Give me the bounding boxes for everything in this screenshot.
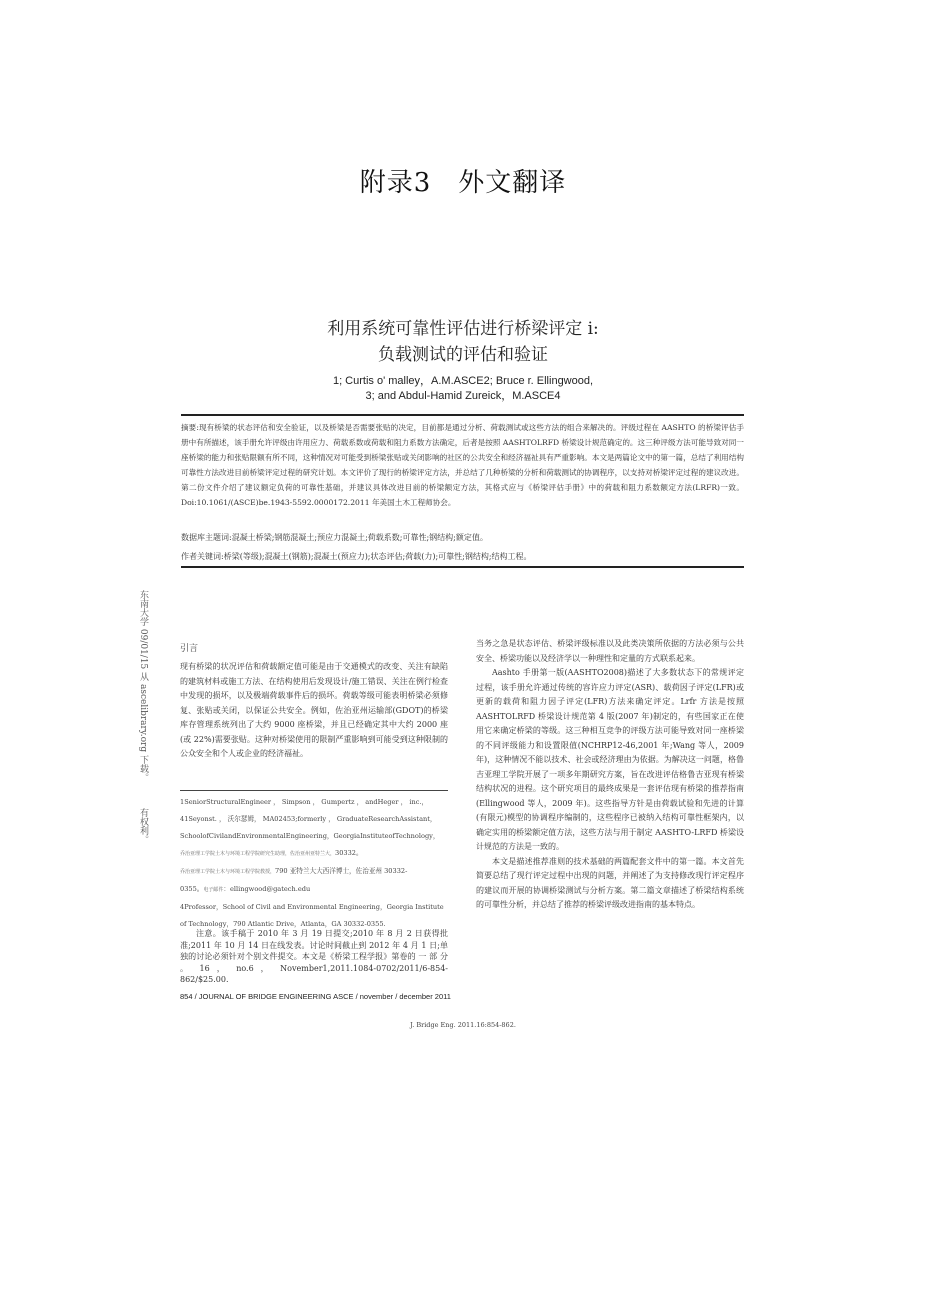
right-column bbox=[476, 637, 744, 913]
email-label: 电子邮件 bbox=[203, 887, 224, 893]
email-address: ：ellingwood@gatech.edu bbox=[223, 885, 311, 893]
footnote-3-text: 乔治亚理工学院土木与环境工程学院教授， bbox=[180, 869, 276, 875]
footnote-3 bbox=[180, 863, 448, 881]
abstract-top-rule bbox=[181, 414, 744, 416]
journal-footer: 854 / JOURNAL OF BRIDGE ENGINEERING ASCE / november / december 2011 bbox=[180, 992, 451, 1001]
submission-note-block bbox=[180, 928, 448, 986]
right-paragraph-1: 当务之急是状态评估、桥梁评级标准以及此类决策所依据的方法必须与公共安全、桥梁功能以及经济学以一种理性和定量的方式联系起来。 bbox=[476, 639, 744, 663]
intro-heading: 引言 bbox=[180, 644, 199, 654]
submission-note: 注意。该手稿于 2010 年 3 月 19 日提交;2010 年 8 月 2 日获得批准;2011 年 10 月 14 日在线发表。讨论时间截止到 2012 年 4 月 1 日;单独的讨论必须针对个别文件提交。本文是《桥梁工程学报》第卷的 一 部 分 。 16 ， no.6 ， November1,2011.1084-0702/2011/6-854-862/$25.00. bbox=[180, 929, 448, 984]
footnote-2b-zip: 30332。 bbox=[335, 849, 363, 857]
footnote-2b bbox=[180, 845, 448, 863]
download-watermark bbox=[130, 590, 150, 844]
abstract-bottom-rule bbox=[181, 566, 744, 568]
appendix-title: 附录3 外文翻译 bbox=[359, 168, 567, 198]
author-keywords: 作者关键词:桥梁(等级);混凝土(钢筋);混凝土(预应力);状态评估;荷载(力);可靠性;钢结构;结构工程。 bbox=[181, 552, 532, 561]
intro-paragraph: 现有桥梁的状况评估和荷载额定值可能是由于交通模式的改变、关注有缺陷的建筑材料或施工方法、在结构使用后发现设计/施工错误、关注在例行检查中发现的损坏，以及极端荷载事件后的损坏。荷载等级可能表明桥梁必须修复、张贴或关闭，以保证公共安全。例如，佐治亚州运输部(GDOT)的桥梁库存管理系统列出了大约 9000 座桥梁，并且已经确定其中大约 2000 座(或 22%)需要张贴。这种对桥梁使用的限制严重影响到可能受到这种限制的公众安全和个人或企业的经济福祉。 bbox=[180, 662, 448, 758]
footnote-3-address: 790 亚特兰大大西洋博士，佐治亚州 30332- bbox=[275, 867, 408, 875]
left-column bbox=[180, 660, 448, 762]
footnote-rule bbox=[180, 790, 448, 791]
footnote-4b: of Technology，790 Atlantic Drive，Atlanta，GA 30332-0355. bbox=[180, 920, 386, 928]
right-paragraph-3: 本文是描述推荐准则的技术基础的两篇配套文件中的第一篇。本文首先简要总结了现行评定过程中出现的问题，并阐述了为支持修改现行评定程序的建议而开展的协调桥梁测试与分析方案。第二篇文章描述了桥梁结构系统的可靠性分析，并总结了推荐的桥梁评级改进指南的基本特点。 bbox=[476, 856, 744, 909]
footnote-2b-text: 乔治亚理工学院土木与环境工程学院研究生助理，佐治亚州亚特兰大， bbox=[180, 851, 336, 857]
abstract: 摘要:现有桥梁的状态评估和安全验证，以及桥梁是否需要张贴的决定，目前都是通过分析、荷载测试或这些方法的组合来解决的。评级过程在 AASHTO 的桥梁评估手册中有所描述，该手册允许评级由许用应力、荷载系数或荷载和阻力系数方法确定，后者是按照 AASHTOLRFD 桥梁设计规范确定的。这三种评级方法可能导致对同一座桥梁的能力和张贴限额有所不同，这种情况对可能受到桥梁张贴或关闭影响的社区的公共安全和经济福祉具有严重影响。本文是两篇论文中的第一篇，总结了利用结构可靠性方法改进目前桥梁评定过程的研究计划。本文评价了现行的桥梁评定方法，并总结了几种桥梁的分析和荷载测试的协调程序，以支持对桥梁评定过程的建议改进。第二份文件介绍了建议额定负荷的可靠性基础，并建议具体改进目前的桥梁额定方法，其格式应与《桥梁评估手册》中的荷载和阻力系数额定方法(LRFR)一致。Doi:10.1061/(ASCE)be.1943-5592.0000172.2011 年美国土木工程师协会。 bbox=[181, 423, 744, 507]
footnote-1: 1SeniorStructuralEngineer ， Simpson ， Gumpertz ， andHeger ， inc.， bbox=[180, 798, 429, 806]
footnote-3b: 0355。电子邮件：ellingwood@gatech.edu bbox=[180, 885, 311, 893]
citation: J. Bridge Eng. 2011.16:854-862. bbox=[410, 1021, 516, 1029]
subject-headings: 数据库主题词:混凝土桥梁;钢筋混凝土;预应力混凝土;荷载系数;可靠性;钢结构;额定值。 bbox=[181, 533, 488, 542]
watermark-part2: 有权利。 bbox=[138, 807, 148, 844]
watermark-part1: 东南大学 09/01/15 从 ascelibrary.org 下载。 bbox=[138, 590, 148, 782]
authors-line2: 3; and Abdul-Hamid Zureick，M.ASCE4 bbox=[365, 390, 561, 402]
authors-line1: 1; Curtis o' malley，A.M.ASCE2; Bruce r. Ellingwood, bbox=[332, 375, 594, 387]
footnotes bbox=[180, 794, 448, 933]
footnote-1b: 41Seyonst. ， 沃尔瑟姆， MA02453;formerly ， GraduateResearchAssistant， bbox=[180, 815, 437, 823]
footnote-2: SchoolofCivilandEnvironmentalEngineering，GeorgiaInstituteofTechnology， bbox=[180, 832, 440, 840]
paper-title-line1: 利用系统可靠性评估进行桥梁评定 i: bbox=[327, 319, 599, 339]
right-paragraph-2: Aashto 手册第一版(AASHTO2008)描述了大多数状态下的常规评定过程，该手册允许通过传统的容许应力评定(ASR)、载荷因子评定(LFR)或更新的载荷和阻力因子评定(LFR)方法来确定评定。Lrfr 方法是按照 AASHTOLRFD 桥梁设计规范第 4 版(2007 年)制定的，有些国家正在使用它来确定桥梁的等级。这三种相互竞争的评级方法可能导致对同一座桥梁的不同评级能力和设置限值(NCHRP12-46,2001 年;Wang 等人，2009 年)，这种情况不能以技术、社会或经济理由为依据。为解决这一问题，格鲁吉亚理工学院开展了一项多年期研究方案，旨在改进评估格鲁吉亚现有桥梁结构状况的进程。这个研究项目的最终成果是一套评估现有桥梁的推荐指南(Ellingwood 等人，2009 年)。这些指导方针是由荷载试验和先进的计算(有限元)模型的协调程序编制的，这些程序已被纳入结构可靠性框架内，以确定实用的桥梁额定值方法，这些方法与用于制定 AASHTO-LRFD 桥梁设计规范的方法是一致的。 bbox=[476, 668, 744, 851]
footnote-4: 4Professor，School of Civil and Environmental Engineering，Georgia Institute bbox=[180, 903, 444, 911]
paper-title-line2: 负载测试的评估和验证 bbox=[378, 345, 548, 365]
